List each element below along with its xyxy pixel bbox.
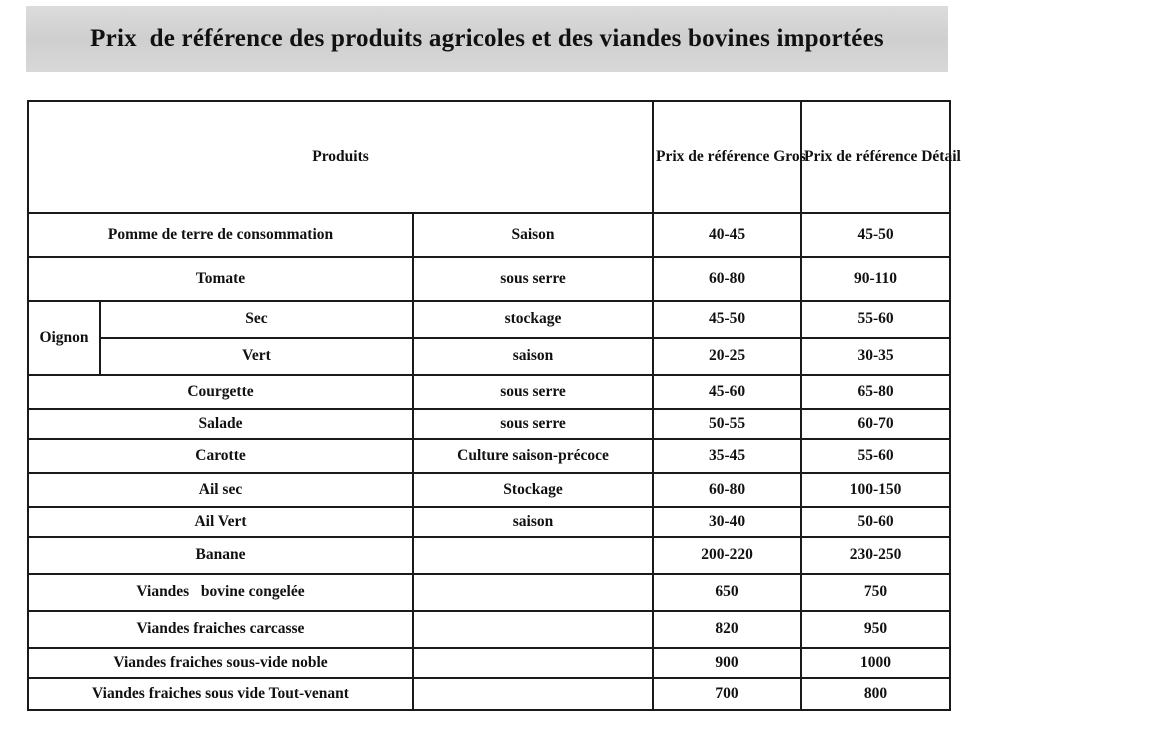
price-table (27, 100, 961, 711)
detail-cell: 30-35 (801, 338, 950, 375)
document-title: Prix de référence des produits agricoles et des viandes bovines importées (90, 25, 884, 52)
mode-cell (413, 648, 653, 678)
mode-cell: saison (413, 507, 653, 537)
detail-cell: 90-110 (801, 257, 950, 301)
table-row (28, 257, 950, 301)
product-cell: Viandes bovine congelée (28, 574, 413, 611)
detail-cell: 100-150 (801, 473, 950, 507)
title-band (26, 6, 948, 72)
mode-cell: Culture saison-précoce (413, 439, 653, 473)
mode-cell: saison (413, 338, 653, 375)
detail-cell: 230-250 (801, 537, 950, 574)
gros-cell: 650 (653, 574, 801, 611)
mode-cell (413, 678, 653, 710)
header-produits: Produits (28, 101, 653, 213)
gros-cell: 50-55 (653, 409, 801, 439)
gros-cell: 45-60 (653, 375, 801, 409)
gros-cell: 60-80 (653, 257, 801, 301)
detail-cell: 750 (801, 574, 950, 611)
header-prix-gros: Prix de référence Gros (653, 101, 801, 213)
table-row (28, 648, 950, 678)
table-row (28, 375, 950, 409)
header-prix-detail: Prix de référence Détail (801, 101, 950, 213)
table-row (28, 473, 950, 507)
product-cell: Ail sec (28, 473, 413, 507)
gros-cell: 45-50 (653, 301, 801, 338)
mode-cell (413, 537, 653, 574)
gros-cell: 20-25 (653, 338, 801, 375)
product-cell: Courgette (28, 375, 413, 409)
gros-cell: 40-45 (653, 213, 801, 257)
product-cell: Salade (28, 409, 413, 439)
detail-cell: 60-70 (801, 409, 950, 439)
product-cell: Vert (100, 338, 413, 375)
table-row (28, 439, 950, 473)
product-cell: Banane (28, 537, 413, 574)
table-row (28, 611, 950, 648)
product-cell: Viandes fraiches carcasse (28, 611, 413, 648)
product-cell: Ail Vert (28, 507, 413, 537)
gros-cell: 30-40 (653, 507, 801, 537)
table-row (28, 574, 950, 611)
mode-cell: sous serre (413, 409, 653, 439)
detail-cell: 950 (801, 611, 950, 648)
table-row (28, 409, 950, 439)
header-row (28, 101, 950, 213)
gros-cell: 820 (653, 611, 801, 648)
detail-cell: 1000 (801, 648, 950, 678)
table-row (28, 537, 950, 574)
product-cell: Tomate (28, 257, 413, 301)
gros-cell: 700 (653, 678, 801, 710)
mode-cell: sous serre (413, 257, 653, 301)
mode-cell: Stockage (413, 473, 653, 507)
product-cell: Carotte (28, 439, 413, 473)
product-cell: Pomme de terre de consommation (28, 213, 413, 257)
detail-cell: 55-60 (801, 439, 950, 473)
table-row (28, 338, 950, 375)
gros-cell: 200-220 (653, 537, 801, 574)
mode-cell: sous serre (413, 375, 653, 409)
gros-cell: 900 (653, 648, 801, 678)
mode-cell: stockage (413, 301, 653, 338)
detail-cell: 65-80 (801, 375, 950, 409)
group-cell-oignon: Oignon (28, 301, 100, 375)
table-row (28, 213, 950, 257)
table-row (28, 507, 950, 537)
table-row (28, 301, 950, 338)
gros-cell: 35-45 (653, 439, 801, 473)
gros-cell: 60-80 (653, 473, 801, 507)
detail-cell: 45-50 (801, 213, 950, 257)
mode-cell (413, 611, 653, 648)
product-cell: Viandes fraiches sous vide Tout-venant (28, 678, 413, 710)
detail-cell: 55-60 (801, 301, 950, 338)
mode-cell: Saison (413, 213, 653, 257)
product-cell: Sec (100, 301, 413, 338)
table-row (28, 678, 950, 710)
detail-cell: 50-60 (801, 507, 950, 537)
detail-cell: 800 (801, 678, 950, 710)
mode-cell (413, 574, 653, 611)
product-cell: Viandes fraiches sous-vide noble (28, 648, 413, 678)
